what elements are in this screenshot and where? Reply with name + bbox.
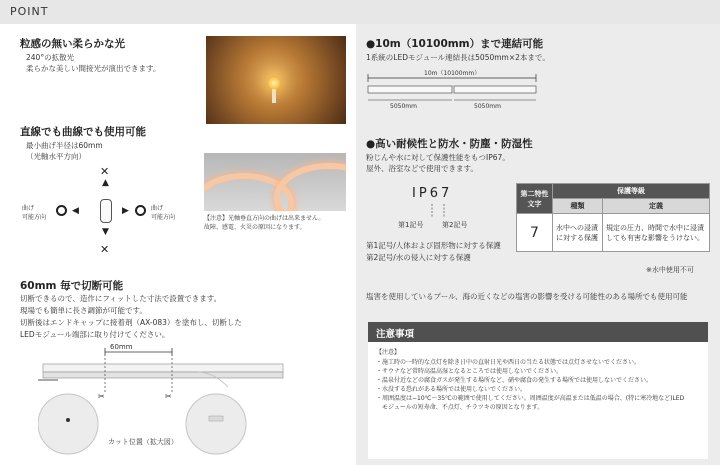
dim-label-60mm: 60mm	[110, 343, 133, 351]
th-def: 定義	[603, 199, 710, 214]
bulb-stem	[272, 89, 276, 103]
sec2-line1: 最小曲げ半径は60mm	[26, 141, 103, 150]
notice-title: 注意事項	[376, 329, 415, 340]
cut-position-label: カット位置（拡大図）	[108, 438, 178, 446]
notice-head: 【注意】	[376, 349, 401, 356]
point-label: POINT	[10, 5, 49, 18]
td-kind: 水中への浸漬に対する保護	[553, 214, 603, 252]
ring-icon	[56, 205, 67, 216]
caution-line-2: 故障、感電、火災の原因になります。	[204, 224, 306, 231]
ip-digit-2: 7	[440, 186, 453, 201]
desc1: 第1記号/人体および固形物に対する保護	[366, 241, 501, 250]
svg-text:✂: ✂	[165, 392, 172, 401]
rsec1-title: ●10m（10100mm）まで連結可能	[366, 38, 544, 50]
led-strip-curve	[274, 163, 346, 211]
left-column	[0, 24, 356, 465]
sec3-title: 60mm 毎で切断可能	[20, 280, 124, 292]
salt-note: 塩害を使用しているプール、海の近くなどの塩害の影響を受ける可能性のある場所でも使用可能	[366, 292, 688, 301]
cut-diagram	[38, 342, 338, 462]
sec3-line4: LEDモジュール端部に取り付けてください。	[20, 330, 170, 339]
sec2-title: 直線でも曲線でも使用可能	[20, 126, 146, 138]
notice-item: ・施工時の一時的な点灯を除き日中の直射日光や西日の当たる状態では点灯させないでください。	[376, 359, 641, 366]
bulb-photo	[206, 36, 346, 124]
notice-header	[368, 322, 708, 342]
ip-prefix: IP	[412, 186, 430, 201]
top-bar	[0, 0, 720, 24]
notice-item: ・温泉付近などの腐食ガスが発生する場所など、硝や腐食の発生する場所では使用しないでください。	[376, 377, 653, 384]
arrow-down-icon: ▼	[102, 227, 109, 237]
svg-text:✂: ✂	[98, 392, 105, 401]
desc2: 第2記号/水の侵入に対する保護	[366, 253, 471, 262]
notice-box	[368, 342, 708, 459]
sec1-line1: 240°の拡散光	[26, 53, 75, 62]
arrow-up-icon: ▲	[102, 178, 109, 188]
notice-item: モジュールの短寿命、不点灯、チラツキの原因となります。	[376, 404, 544, 411]
end-cap-shape	[100, 199, 112, 223]
dim-b-label: 5050mm	[474, 103, 501, 110]
sec3-line2: 現場でも簡単に長さ調節が可能です。	[20, 306, 147, 315]
ip-code	[412, 186, 452, 201]
sec3-line3: 切断後はエンドキャップに接着剤（AX-083）を塗布し、切断した	[20, 318, 242, 327]
rsec2-line2: 屋外、浴室などで使用できます。	[366, 164, 478, 173]
td-def: 規定の圧力、時間で水中に浸漬しても有害な影響をうけない。	[603, 214, 710, 252]
notice-item: ・水没する恐れがある場所では使用しないでください。	[376, 386, 527, 393]
protection-table	[516, 183, 710, 252]
th-grade: 保護等級	[553, 184, 710, 199]
cross-icon: ✕	[100, 165, 110, 178]
caution-line-1: 【注意】光軸垂直方向の曲げは出来ません。	[204, 215, 325, 222]
notice-item: ・サウナなど常時高温高湿となるところでは使用しないでください。	[376, 368, 562, 375]
sec2-line2: （光軸水平方向）	[26, 152, 86, 161]
ring-icon	[135, 205, 146, 216]
code1-label: 第1記号	[398, 221, 424, 229]
ip-digit-1: 6	[429, 186, 441, 201]
bend-left-label-2: 可能方向	[22, 214, 47, 221]
underwater-note: ※水中使用不可	[646, 266, 694, 274]
td-value: 7	[517, 214, 553, 252]
notice-item: ・周囲温度は−10℃〜35℃の範囲で使用してください。周囲温度が高温または低温の場合、(特に寒冷地など)LED	[376, 395, 685, 402]
cross-icon: ✕	[100, 243, 110, 256]
rsec1-line1: 1系統のLEDモジュール連結長は5050mm×2本まで。	[366, 53, 550, 62]
sec1-line2: 柔らかな美しい間接光が演出できます。	[26, 64, 161, 73]
bend-right-label-1: 曲げ	[151, 205, 164, 212]
arrow-left-icon: ◀	[72, 206, 79, 216]
bulb-glow	[268, 76, 280, 90]
th-kind: 種類	[553, 199, 603, 214]
dim-a-label: 5050mm	[390, 103, 417, 110]
code2-label: 第2記号	[442, 221, 468, 229]
bend-photo	[204, 153, 346, 211]
right-column	[356, 24, 720, 465]
dim-total-label: 10m（10100mm）	[424, 70, 481, 77]
sec1-title: 粒感の無い柔らかな光	[20, 38, 125, 50]
arrow-right-icon: ▶	[122, 206, 129, 216]
rsec2-line1: 粉じんや水に対して保護性能をもつIP67。	[366, 153, 510, 162]
bend-left-label-1: 曲げ	[22, 205, 35, 212]
rsec2-title: ●高い耐候性と防水・防塵・防湿性	[366, 138, 533, 150]
sec3-line1: 切断できるので、造作にフィットした寸法で設置できます。	[20, 294, 222, 303]
bend-right-label-2: 可能方向	[151, 214, 176, 221]
th-char: 第二特性文字	[517, 184, 553, 214]
